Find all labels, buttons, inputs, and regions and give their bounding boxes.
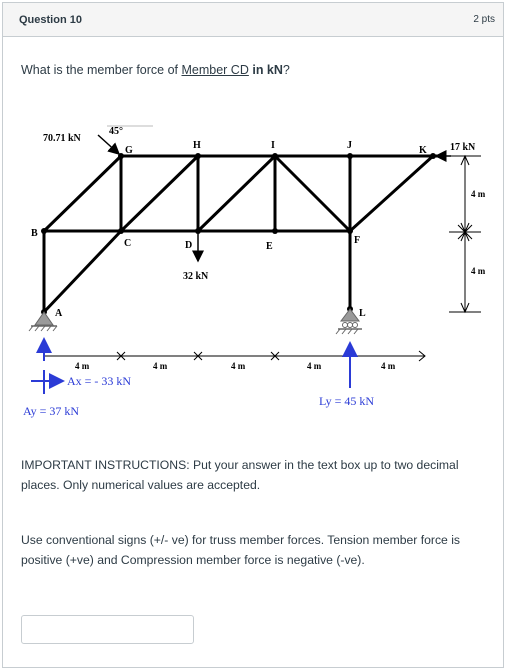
dim-label-3: 4 m: [231, 361, 246, 371]
horizontal-dimensions: [44, 351, 425, 361]
vertical-dimensions: [449, 156, 481, 312]
question-card: [2, 2, 504, 668]
load-70kn-arrow: [98, 135, 119, 154]
node-label-k: K: [419, 145, 427, 156]
node-label-i: I: [271, 140, 275, 151]
node-label-f: F: [354, 235, 361, 246]
dim-label-4: 4 m: [307, 361, 322, 371]
load-70kn-label: 70.71 kN: [43, 133, 81, 144]
node-j: [347, 153, 353, 159]
important-instructions: IMPORTANT INSTRUCTIONS: Put your answer in the text box up to two decimal places. Only numerical values are accepted.: [21, 458, 459, 492]
member-if: [275, 156, 350, 231]
load-17kn: [436, 142, 476, 156]
reaction-ax: [31, 370, 131, 394]
reaction-ly-label: Ly = 45 kN: [319, 394, 375, 408]
node-k: [430, 153, 436, 159]
node-b: [41, 228, 47, 234]
pin-support-a: [29, 312, 57, 331]
node-i: [272, 153, 278, 159]
question-title: Question 10: [19, 13, 82, 26]
node-e: [272, 228, 278, 234]
node-label-j: J: [347, 140, 352, 151]
dim-label-v2: 4 m: [471, 266, 486, 276]
node-label-d: D: [185, 240, 193, 251]
load-17kn-label: 17 kN: [450, 142, 476, 153]
load-70kn: [43, 126, 153, 154]
member-fk: [350, 156, 433, 231]
question-prompt: [21, 63, 290, 77]
member-cd-link[interactable]: Member CD: [181, 63, 249, 77]
node-label-e: E: [266, 241, 273, 252]
node-label-g: G: [125, 145, 133, 156]
reaction-ay-label: Ay = 37 kN: [23, 404, 79, 418]
dim-label-v1: 4 m: [471, 189, 486, 199]
reaction-ax-label: Ax = - 33 kN: [67, 374, 132, 388]
reaction-ly: [319, 343, 374, 408]
dim-label-2: 4 m: [153, 361, 168, 371]
question-header: [3, 3, 503, 37]
load-32kn-label: 32 kN: [183, 271, 209, 282]
roller-support-triangle: [341, 309, 359, 321]
node-label-h: H: [193, 140, 201, 151]
answer-input[interactable]: [21, 615, 194, 644]
node-label-a: A: [55, 308, 63, 319]
prompt-text-end: ?: [282, 63, 290, 77]
pin-support-triangle: [35, 312, 53, 325]
node-c: [118, 228, 124, 234]
node-label-l: L: [359, 308, 366, 319]
node-label-c: C: [124, 238, 132, 249]
prompt-unit: in kN: [252, 63, 283, 77]
node-f: [347, 228, 353, 234]
sign-convention-note: Use conventional signs (+/- ve) for truss member forces. Tension member force is positive (+ve) and Compression member force is negative (-ve).: [21, 533, 461, 567]
question-points: 2 pts: [473, 14, 495, 25]
dim-label-1: 4 m: [75, 361, 90, 371]
node-label-b: B: [31, 228, 38, 239]
member-ac: [44, 231, 121, 312]
prompt-text-start: What is the member force of: [21, 63, 182, 77]
truss-members: [44, 156, 438, 312]
node-h: [195, 153, 201, 159]
member-bg: [44, 156, 121, 231]
load-angle-label: 45°: [109, 126, 123, 137]
member-ch: [121, 156, 198, 231]
dim-label-5: 4 m: [381, 361, 396, 371]
truss-figure: [3, 113, 503, 433]
member-di: [198, 156, 275, 231]
